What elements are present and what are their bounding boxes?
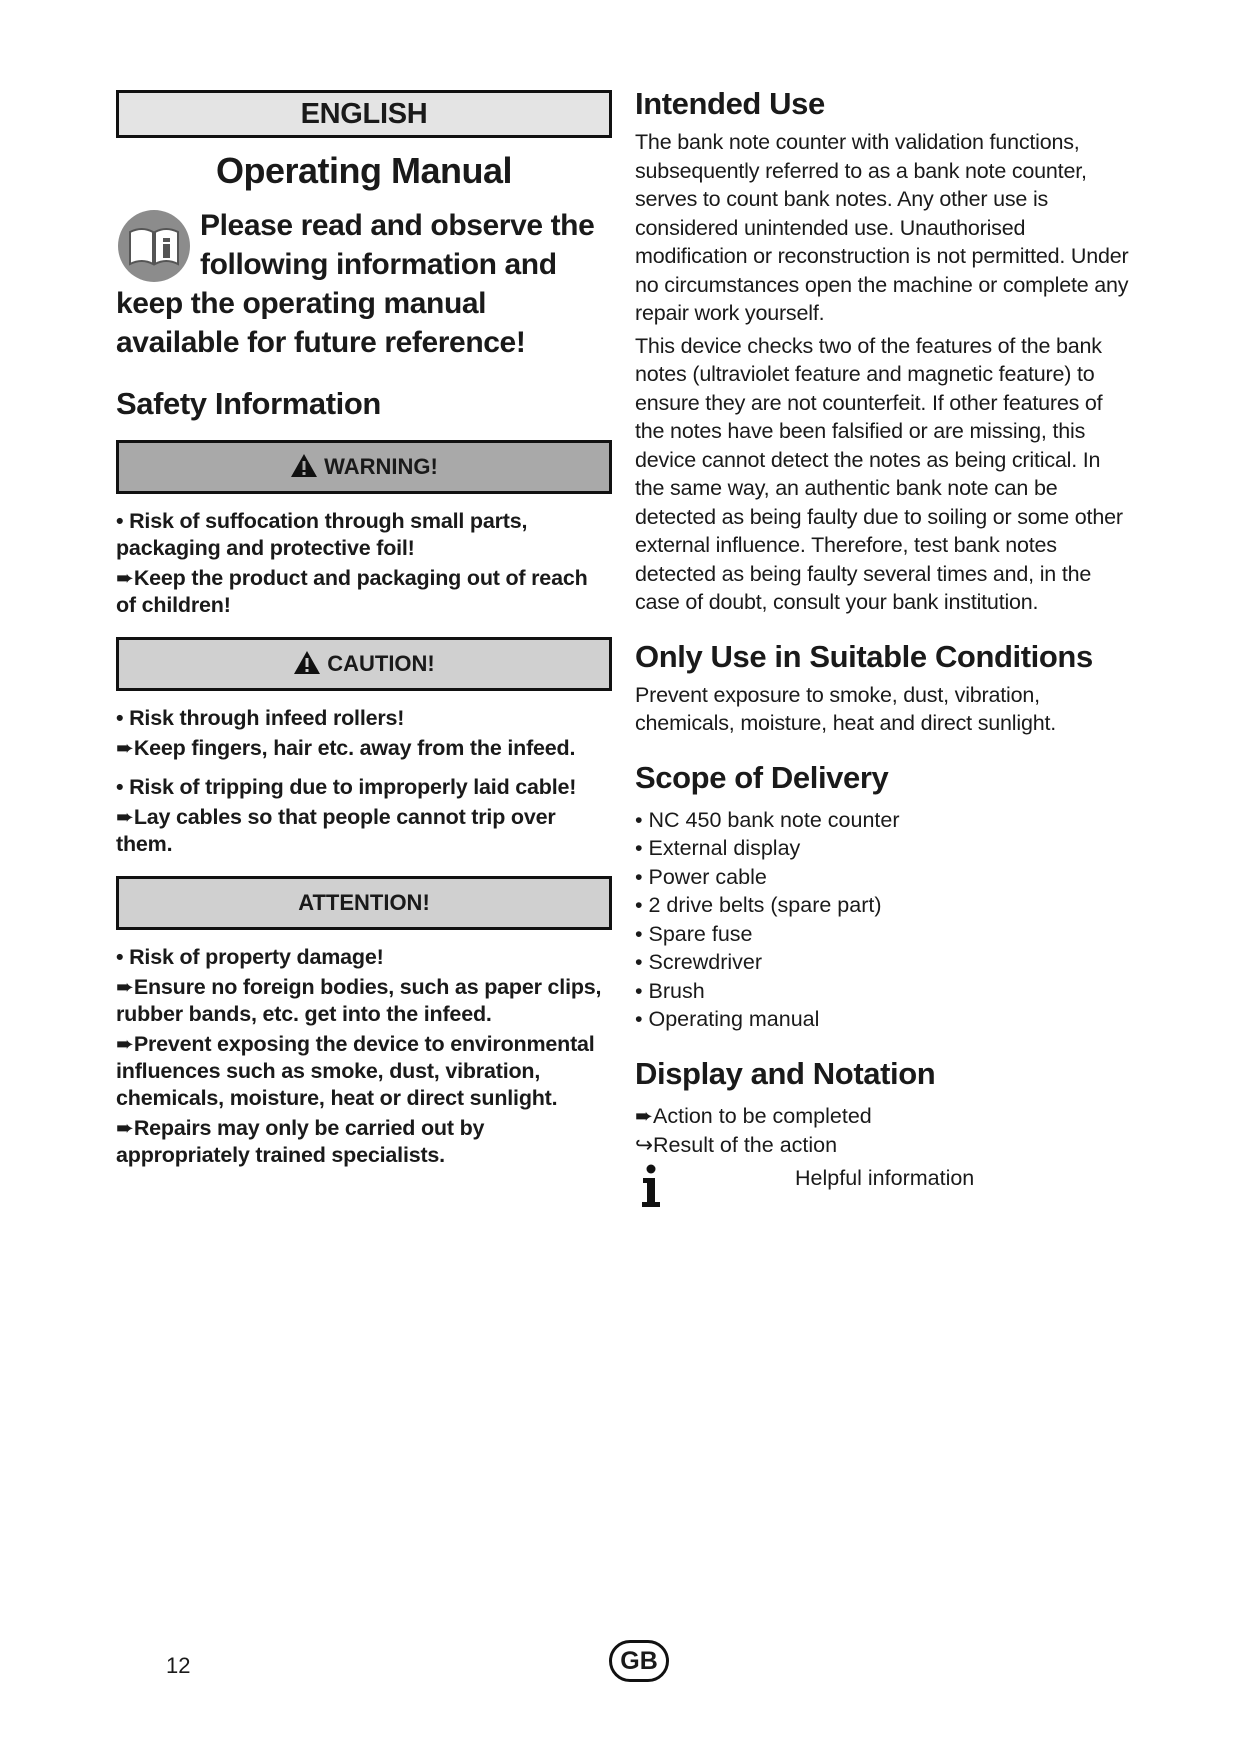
left-column (116, 90, 612, 1172)
display-heading: Display and Notation (635, 1055, 936, 1091)
right-column (635, 86, 1135, 1208)
language-header: ENGLISH (116, 90, 612, 138)
warning-triangle-icon (290, 453, 318, 478)
caution-risk-2: • Risk of tripping due to improperly laid cable! (116, 775, 577, 799)
read-manual-icon (116, 208, 192, 284)
caution-triangle-icon (293, 650, 321, 675)
delivery-heading: Scope of Delivery (635, 759, 889, 795)
intended-use-text (635, 128, 1135, 617)
intended-use-paragraph-2: This device checks two of the features of the bank notes (ultraviolet feature and magnetic feature) to ensure they are not counterfeit. If other features of the notes have been falsified or are missing, this device cannot detect the notes as being critical. In the same way, an authentic bank note can be detected as being faulty due to soiling or some other external influence. Therefore, test bank notes detected as being faulty several times and, in the case of doubt, consult your bank institution. (635, 333, 1123, 614)
read-notice (116, 206, 612, 362)
conditions-text: Prevent exposure to smoke, dust, vibration, chemicals, moisture, heat and direct sunlight. (635, 682, 1057, 735)
caution-risk-1: • Risk through infeed rollers! (116, 706, 405, 730)
attention-label: ATTENTION! (298, 890, 430, 915)
attention-action-1: ➨Ensure no foreign bodies, such as paper clips, rubber bands, etc. get into the infeed. (116, 975, 602, 1026)
caution-action-2: ➨Lay cables so that people cannot trip over them. (116, 805, 556, 856)
page-number: 12 (166, 1653, 191, 1678)
caution-text (116, 705, 612, 858)
manual-title: Operating Manual (215, 150, 513, 191)
list-item: • Brush (635, 978, 705, 1003)
attention-action-3: ➨Repairs may only be carried out by appropriately trained specialists. (116, 1116, 485, 1167)
list-item: • Spare fuse (635, 921, 753, 946)
attention-risk: • Risk of property damage! (116, 945, 384, 969)
caution-label: CAUTION! (327, 651, 435, 676)
list-item: • External display (635, 836, 801, 860)
warning-label: WARNING! (324, 454, 438, 479)
warning-text (116, 508, 612, 619)
notation-legend (635, 1102, 1135, 1208)
language-badge: GB (609, 1640, 669, 1682)
list-item: • NC 450 bank note counter (635, 807, 900, 832)
safety-heading: Safety Information (116, 386, 381, 421)
read-notice-text: Please read and observe the following information and keep the operating manual available for future reference! (116, 209, 595, 359)
intended-use-heading: Intended Use (635, 86, 825, 121)
caution-action-1: ➨Keep fingers, hair etc. away from the infeed. (116, 736, 576, 760)
intended-use-paragraph-1: The bank note counter with validation functions, subsequently referred to as a bank note counter, serves to count bank notes. Any other use is considered unintended use. Unauthorised modification or reconstruction is not permitted. Under no circumstances open the machine or complete any repair work yourself. (635, 130, 1129, 325)
list-item: • Operating manual (635, 1007, 820, 1031)
attention-text (116, 944, 612, 1169)
notation-action: ➨Action to be completed (635, 1103, 872, 1128)
delivery-list (635, 806, 1135, 1034)
conditions-heading: Only Use in Suitable Conditions (635, 638, 1093, 674)
list-item: • Power cable (635, 864, 767, 889)
warning-risk: • Risk of suffocation through small parts, packaging and protective foil! (116, 509, 528, 560)
list-item: • Screwdriver (635, 950, 762, 974)
warning-box (116, 440, 612, 494)
caution-box (116, 637, 612, 691)
warning-action: ➨Keep the product and packaging out of reach of children! (116, 566, 588, 617)
notation-info-label: Helpful information (795, 1165, 975, 1190)
notation-info-row (635, 1164, 1135, 1208)
attention-box (116, 876, 612, 930)
info-icon (637, 1164, 665, 1208)
list-item: • 2 drive belts (spare part) (635, 893, 882, 917)
notation-result: ↪Result of the action (635, 1132, 838, 1157)
attention-action-2: ➨Prevent exposing the device to environmental influences such as smoke, dust, vibration, chemicals, moisture, heat or direct sunlight. (116, 1032, 595, 1110)
